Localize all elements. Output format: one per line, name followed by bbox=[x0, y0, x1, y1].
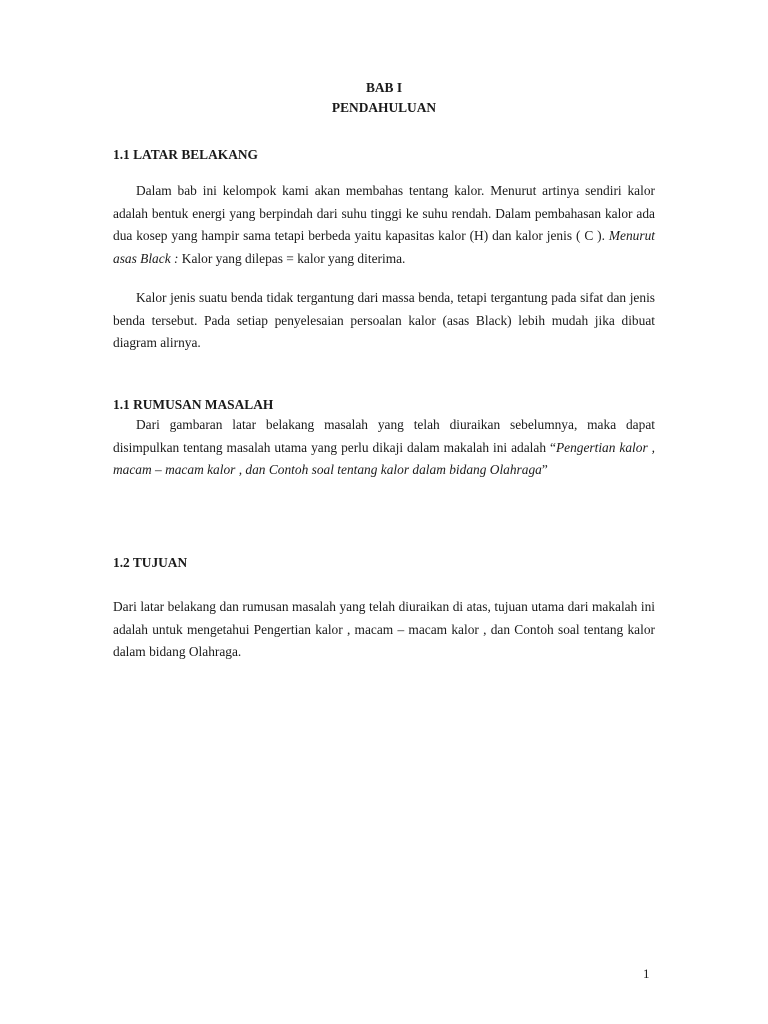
paragraph-rumusan-end: ” bbox=[541, 462, 548, 477]
asas-black-italic: Menurut asas Black : bbox=[113, 228, 655, 266]
paragraph-tujuan bbox=[113, 596, 655, 664]
paragraph-rumusan-text: Dari gambaran latar belakang masalah yang telah diuraikan sebelumnya, maka dapat disimpulkan tentang masalah utama yang perlu dikaji dalam makalah ini adalah “ bbox=[113, 417, 655, 455]
paragraph-latar-1-end: Kalor yang dilepas = kalor yang diterima. bbox=[178, 250, 406, 266]
chapter-label: BAB I bbox=[365, 80, 403, 95]
paragraph-rumusan bbox=[113, 414, 655, 482]
section-heading-rumusan-masalah: 1.1 RUMUSAN MASALAH bbox=[113, 397, 274, 412]
chapter-title: PENDAHULUAN bbox=[331, 100, 437, 115]
paragraph-latar-2-text: Kalor jenis suatu benda tidak tergantung dari massa benda, tetapi tergantung pada sifat dan jenis benda tersebut. Pada setiap penyelesaian persoalan kalor (asas Black) lebih mudah jika dibuat diagram alirnya. bbox=[113, 290, 655, 350]
section-heading-tujuan: 1.2 TUJUAN bbox=[113, 555, 188, 570]
paragraph-latar-1 bbox=[113, 180, 655, 270]
rumusan-italic: Pengertian kalor , macam – macam kalor , dan Contoh soal tentang kalor dalam bidang Olahraga bbox=[113, 439, 655, 477]
paragraph-latar-1-text: Dalam bab ini kelompok kami akan membahas tentang kalor. Menurut artinya sendiri kalor adalah bentuk energi yang berpindah dari suhu tinggi ke suhu rendah. Dalam pembahasan kalor ada dua kosep yang hampir sama tetapi berbeda yaitu kapasitas kalor (H) dan kalor jenis ( C ). bbox=[113, 183, 655, 243]
paragraph-tujuan-text: Dari latar belakang dan rumusan masalah yang telah diuraikan di atas, tujuan utama dari makalah ini adalah untuk mengetahui Pengertian kalor , macam – macam kalor , dan Contoh soal tentang kalor dalam bidang Olahraga. bbox=[113, 599, 655, 659]
section-heading-latar-belakang: 1.1 LATAR BELAKANG bbox=[113, 147, 258, 162]
page-number: 1 bbox=[643, 966, 650, 981]
paragraph-latar-2 bbox=[113, 287, 655, 355]
